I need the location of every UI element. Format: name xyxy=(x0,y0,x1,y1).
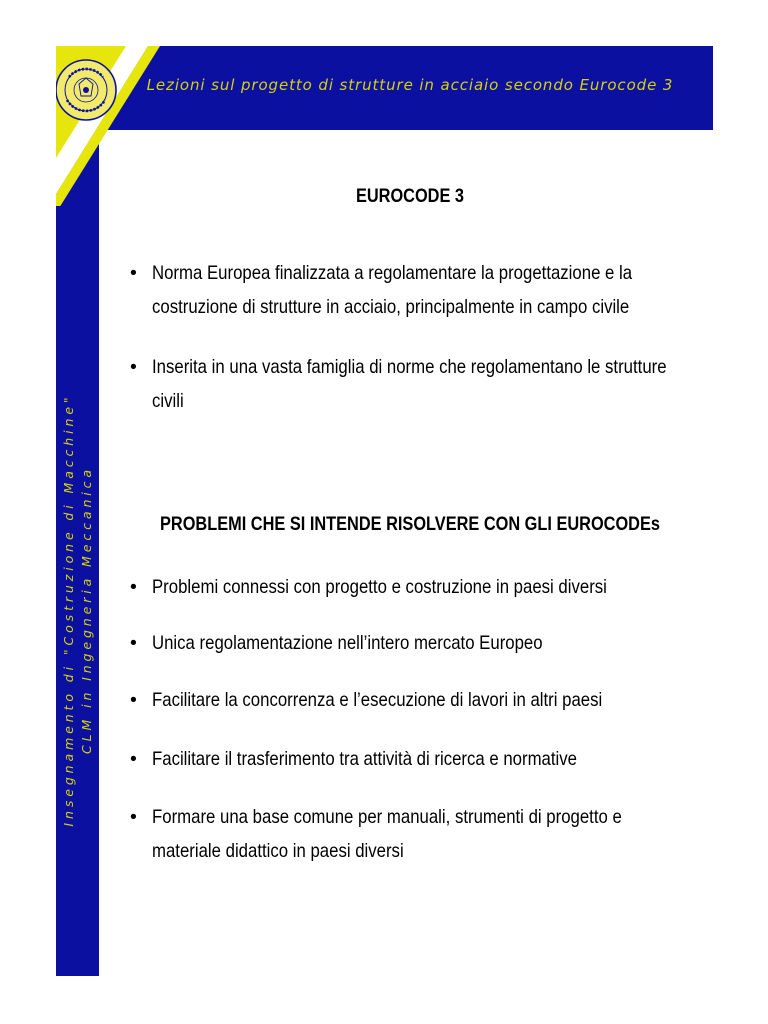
bullet-dot: • xyxy=(130,262,137,284)
bullet-dot: • xyxy=(130,576,137,598)
degree-name: CLM in Ingegneria Meccanica xyxy=(79,466,94,754)
header-title: Lezioni sul progetto di strutture in acciaio secondo Eurocode 3 xyxy=(146,76,674,94)
university-seal-logo xyxy=(56,46,196,206)
slide: Lezioni sul progetto di strutture in acciaio secondo Eurocode 3 Insegnamento di "Costruzione di Macchine" CLM in Ingegneria Meccanica EUROCODE 3 • Norma Europea finalizzata a regolamentare la progettazione e la costruzione di strutture in acciaio, principalmente in campo civile • Inserita in una vasta famiglia di norme che regolamentano le strutture civili PROBLEMI CHE SI INTENDE RISOLVERE CON GLI EUROCODEs • Problemi connessi con progetto e costruzione in paesi diversi • Unica regolamentazione nell’intero mercato Europeo • Facilitare la concorrenza e l’esecuzione di lavori in altri paesi • Facilitare il trasferimento tra attività di ricerca e normative • Formare una base comune per manuali, strumenti di progetto e materiale didattico in paesi diversi xyxy=(0,0,768,1024)
bullet-dot: • xyxy=(130,632,137,654)
bullet-dot: • xyxy=(130,806,137,828)
section-heading-eurocode: EUROCODE 3 xyxy=(355,186,465,207)
bullet-dot: • xyxy=(130,748,137,770)
course-name: Insegnamento di "Costruzione di Macchine" xyxy=(61,393,76,827)
bullet-dot: • xyxy=(130,356,137,378)
section-heading-problemi: PROBLEMI CHE SI INTENDE RISOLVERE CON GLI EUROCODEs xyxy=(160,514,660,535)
bullet-dot: • xyxy=(130,689,137,711)
